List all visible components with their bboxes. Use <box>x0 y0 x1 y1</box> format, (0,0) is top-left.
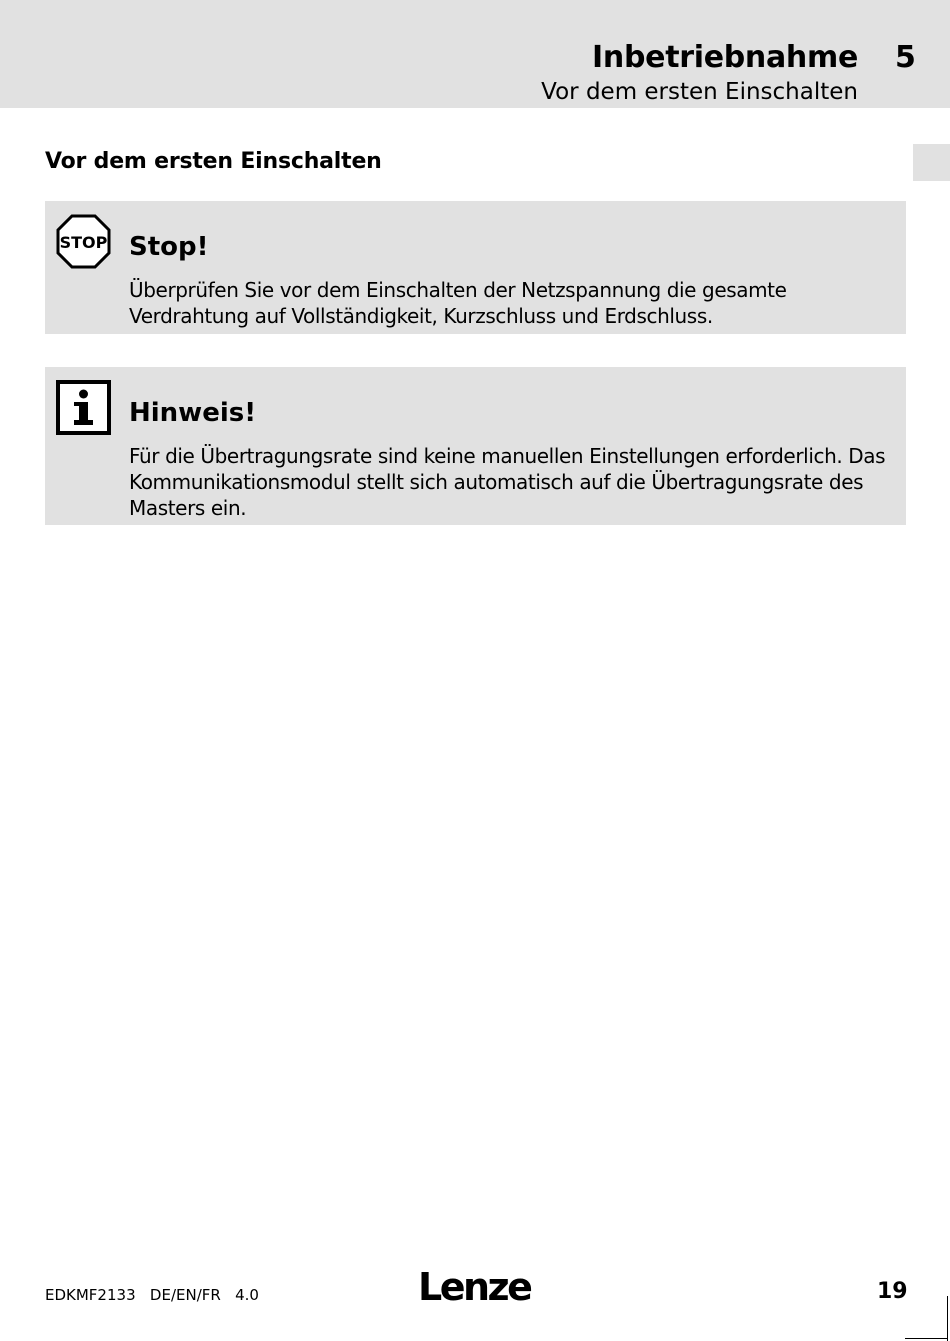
lenze-logo: Lenze <box>418 1265 531 1309</box>
chapter-subtitle: Vor dem ersten Einschalten <box>541 79 858 105</box>
info-icon <box>56 380 111 435</box>
stop-title: Stop! <box>129 232 209 262</box>
page-number: 19 <box>877 1279 908 1304</box>
section-heading: Vor dem ersten Einschalten <box>45 149 382 174</box>
stop-notice <box>45 201 906 334</box>
stop-sign-icon <box>56 214 111 269</box>
stop-text: Überprüfen Sie vor dem Einschalten der Netzspannung die gesamte Verdrahtung auf Vollständigkeit, Kurzschluss und Erdschluss. <box>129 278 787 328</box>
chapter-side-tab <box>913 144 950 181</box>
svg-text:STOP: STOP <box>59 233 108 252</box>
hint-text: Für die Übertragungsrate sind keine manuellen Einstellungen erforderlich. Das Kommunikationsmodul stellt sich automatisch auf die Übertragungsrate des Masters ein. <box>129 444 886 520</box>
crop-mark <box>947 1296 948 1341</box>
chapter-number: 5 <box>895 40 916 75</box>
hint-title: Hinweis! <box>129 398 257 428</box>
chapter-title: Inbetriebnahme <box>592 40 858 75</box>
hint-notice <box>45 367 906 525</box>
document-code: EDKMF2133 DE/EN/FR 4.0 <box>45 1286 259 1304</box>
crop-mark <box>905 1338 948 1339</box>
